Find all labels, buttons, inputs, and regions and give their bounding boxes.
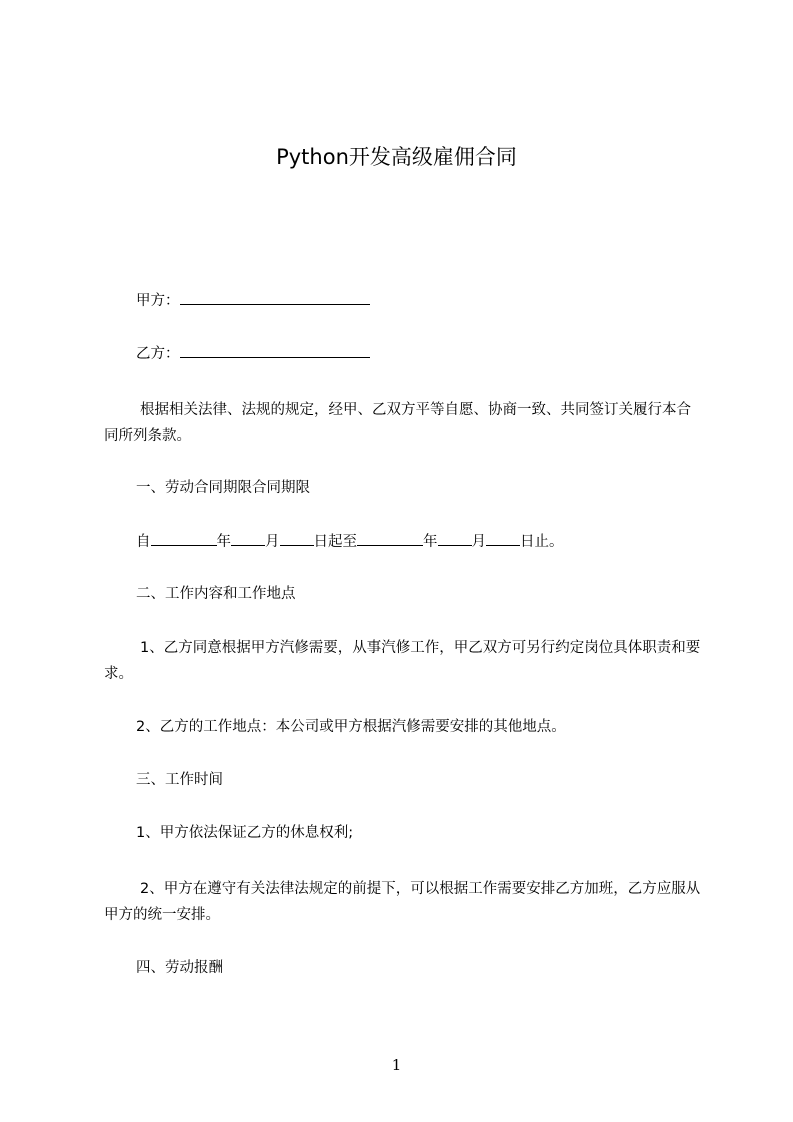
party-a-label: 甲方： <box>136 293 180 309</box>
end-year-blank <box>357 531 423 546</box>
term-month-1: 月 <box>265 534 280 550</box>
term-year-1: 年 <box>216 534 231 550</box>
section3-heading: 三、工作时间 <box>136 772 223 788</box>
section3-item2 <box>104 876 704 928</box>
contract-term-line <box>136 531 564 552</box>
section4-heading: 四、劳动报酬 <box>136 960 223 976</box>
term-month-2: 月 <box>471 534 486 550</box>
section2-item2: 2、乙方的工作地点：本公司或甲方根据汽修需要安排的其他地点。 <box>136 719 566 735</box>
party-b-label: 乙方： <box>136 346 180 362</box>
party-a-line <box>136 290 370 311</box>
term-day-end: 日止。 <box>520 534 564 550</box>
intro-paragraph <box>104 397 704 449</box>
start-year-blank <box>151 531 217 546</box>
section3-item2-text: 2、甲方在遵守有关法律法规定的前提下，可以根据工作需要安排乙方加班，乙方应服从甲方的统一安排。 <box>104 881 701 923</box>
end-month-blank <box>438 531 472 546</box>
party-a-blank <box>180 290 370 305</box>
contract-title: Python开发高级雇佣合同 <box>276 145 517 169</box>
intro-text: 根据相关法律、法规的规定，经甲、乙双方平等自愿、协商一致、共同签订关履行本合同所列条款。 <box>104 402 691 444</box>
section1-heading: 一、劳动合同期限合同期限 <box>136 480 310 496</box>
section3-item1: 1、甲方依法保证乙方的休息权利; <box>136 825 354 841</box>
section2-item1-text: 1、乙方同意根据甲方汽修需要，从事汽修工作，甲乙双方可另行约定岗位具体职责和要求。 <box>104 640 701 682</box>
page-number: 1 <box>391 1056 402 1074</box>
term-year-2: 年 <box>423 534 438 550</box>
start-day-blank <box>280 531 314 546</box>
term-from: 自 <box>136 534 151 550</box>
party-b-line <box>136 343 370 364</box>
section2-item1 <box>104 635 704 687</box>
term-day-to: 日起至 <box>313 534 357 550</box>
section2-heading: 二、工作内容和工作地点 <box>136 586 296 602</box>
party-b-blank <box>180 343 370 358</box>
start-month-blank <box>231 531 265 546</box>
end-day-blank <box>486 531 520 546</box>
